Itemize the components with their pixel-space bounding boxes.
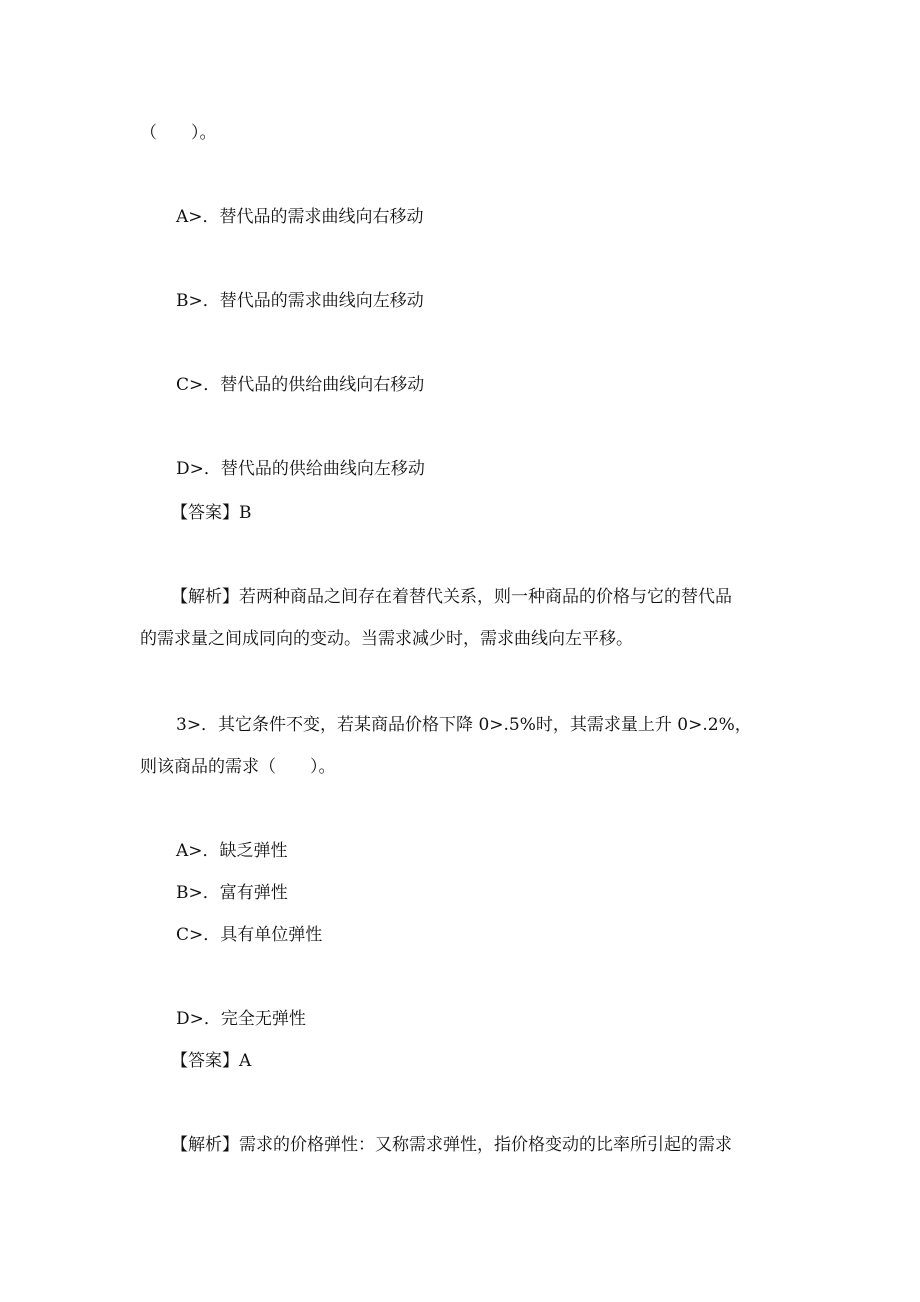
question-3-option-c: C>．具有单位弹性 [176,925,323,945]
question-2-option-b: B>．替代品的需求曲线向左移动 [176,291,424,311]
question-3-stem-line-1: 3>．其它条件不变，若某商品价格下降 0>.5%时，其需求量上升 0>.2%， [176,715,752,735]
question-2-analysis-line-2: 的需求量之间成同向的变动。当需求减少时，需求曲线向左平移。 [140,629,633,649]
question-2-analysis-line-1: 【解析】若两种商品之间存在着替代关系，则一种商品的价格与它的替代品 [171,587,732,607]
question-2-option-d: D>．替代品的供给曲线向左移动 [176,459,425,479]
question-3-analysis-line-1: 【解析】需求的价格弹性：又称需求弹性，指价格变动的比率所引起的需求 [171,1135,732,1155]
question-3-option-d: D>．完全无弹性 [176,1009,306,1029]
question-3-option-b: B>．富有弹性 [176,883,288,903]
question-3-stem-line-2: 则该商品的需求（ ）。 [140,757,336,777]
question-3-answer: 【答案】A [171,1051,252,1071]
question-2-option-c: C>．替代品的供给曲线向右移动 [176,375,425,395]
question-2-option-a: A>．替代品的需求曲线向右移动 [176,207,424,227]
question-2-stem-tail: （ ）。 [140,123,217,143]
question-3-option-a: A>．缺乏弹性 [176,841,288,861]
question-2-answer: 【答案】B [171,503,252,523]
